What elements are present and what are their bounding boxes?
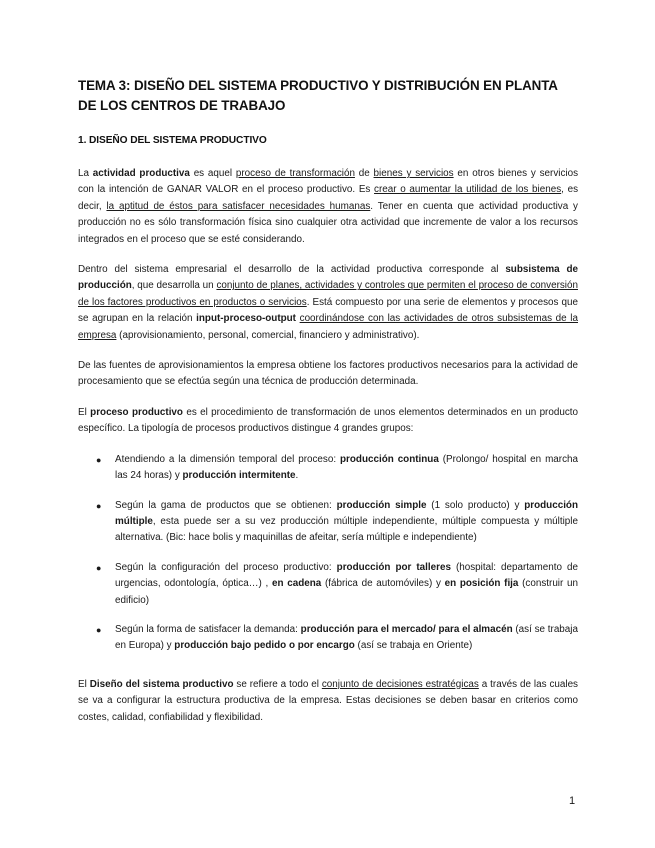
text-span: Según la configuración del proceso productivo: <box>115 561 337 573</box>
paragraph-actividad-productiva <box>78 166 578 248</box>
text-span: (aprovisionamiento, personal, comercial, financiero y administrativo). <box>116 329 420 341</box>
text-span: Dentro del sistema empresarial el desarrollo de la actividad productiva corresponde al <box>78 264 506 276</box>
text-span: es aquel <box>189 168 236 179</box>
text-span: (así se trabaja en Europa) y <box>115 623 578 652</box>
bullet-icon: ● <box>96 500 102 511</box>
text-span: , esta puede ser a su vez producción múltiple independiente, múltiple compuesta y múltiple alternativa. (Bic: hace bolis y maquinillas de afeitar, sería múltiple e independiente) <box>115 515 578 544</box>
bold-term: en cadena <box>272 578 322 590</box>
bullet-icon: ● <box>96 624 102 635</box>
underlined-phrase: conjunto de decisiones estratégicas <box>321 678 479 690</box>
paragraph-proceso-productivo <box>78 405 578 438</box>
process-types-list <box>78 452 578 655</box>
text-span: (1 solo producto) y <box>426 499 525 511</box>
section-heading: 1. DISEÑO DEL SISTEMA PRODUCTIVO <box>78 135 267 146</box>
underlined-phrase: bienes y servicios <box>373 168 454 179</box>
bold-term: proceso productivo <box>90 406 183 418</box>
list-item <box>78 498 578 547</box>
bullet-icon: ● <box>96 454 102 465</box>
bold-term: producción por talleres <box>336 561 451 573</box>
bold-term: producción bajo pedido o por encargo <box>174 640 355 652</box>
bullet-icon: ● <box>96 562 102 573</box>
list-item <box>78 560 578 609</box>
bold-term: en posición fija <box>444 578 519 590</box>
bold-term: input-proceso-output <box>196 313 296 325</box>
document-page <box>78 76 578 740</box>
underlined-phrase: proceso de transformación <box>235 168 355 179</box>
text-span: en otros bienes y servicios con la intención de GANAR VALOR en el proceso productivo. Es <box>78 168 579 196</box>
underlined-phrase: conjunto de planes, actividades y controles que permiten el proceso de conversión de los factores productivos en productos o servicios <box>78 280 578 308</box>
text-span: . Está compuesto por una serie de elementos y procesos que se agrupan en la relación <box>78 296 578 325</box>
text-span: . Tener en cuenta que actividad productiva y producción no es sólo transformación física sino cualquier otra actividad que incremente de valor a los recursos integrados en el proceso que se esté considerando. <box>78 200 578 245</box>
text-span: de <box>354 168 374 179</box>
text-span: (hospital: departamento de urgencias, odontología, óptica…) , <box>115 561 578 590</box>
text-span: Según la forma de satisfacer la demanda: <box>115 623 301 635</box>
text-span: (fábrica de automóviles) y <box>321 578 445 590</box>
text-span: (construir un edificio) <box>115 578 578 606</box>
page-number: 1 <box>569 795 576 807</box>
text-span: El <box>78 678 90 690</box>
underlined-phrase: coordinándose con las actividades de otros subsistemas de la empresa <box>78 313 578 341</box>
text-span: (Prolongo/ hospital en marcha las 24 horas) y <box>115 453 578 482</box>
bold-term: producción múltiple <box>115 499 578 527</box>
bold-term: producción para el mercado/ para el almacén <box>300 623 513 635</box>
list-item <box>78 452 578 485</box>
text-span: . <box>295 470 299 482</box>
bold-term: producción intermitente <box>182 470 296 482</box>
text-span: La <box>78 168 93 179</box>
text-span: (así se trabaja en Oriente) <box>354 640 473 652</box>
text-span: , que desarrolla un <box>131 280 217 292</box>
bold-term: Diseño del sistema productivo <box>89 678 234 690</box>
bold-term: producción continua <box>340 453 439 465</box>
bold-term: producción simple <box>336 499 427 511</box>
bold-term: actividad productiva <box>92 168 190 179</box>
document-title: TEMA 3: DISEÑO DEL SISTEMA PRODUCTIVO Y DISTRIBUCIÓN EN PLANTA DE LOS CENTROS DE TRABAJO <box>78 78 558 113</box>
text-span: Según la gama de productos que se obtienen: <box>115 499 337 511</box>
text-span: Atendiendo a la dimensión temporal del proceso: <box>115 453 341 465</box>
underlined-phrase: la aptitud de éstos para satisfacer necesidades humanas <box>106 200 371 212</box>
text-span: a través de las cuales se va a configurar la estructura productiva de la empresa. Estas decisiones se deben basar en criterios como costes, calidad, confiabilidad y flexibilidad. <box>78 678 578 723</box>
text-span: El <box>78 406 91 418</box>
paragraph-diseno-sistema <box>78 677 578 726</box>
paragraph-aprovisionamiento: De las fuentes de aprovisionamientos la empresa obtiene los factores productivos necesarios para la actividad de procesamiento que se efectúa según una técnica de producción determinada. <box>78 360 578 388</box>
text-span: es el procedimiento de transformación de unos elementos determinados en un producto específico. La tipología de procesos productivos distingue 4 grandes grupos: <box>78 406 578 435</box>
bold-term: subsistema de producción <box>78 264 579 292</box>
list-item <box>78 622 578 655</box>
underlined-phrase: crear o aumentar la utilidad de los bienes <box>374 184 562 196</box>
text-span: se refiere a todo el <box>233 678 322 690</box>
text-span: , es decir, <box>78 184 579 212</box>
paragraph-subsistema-produccion <box>78 262 578 344</box>
